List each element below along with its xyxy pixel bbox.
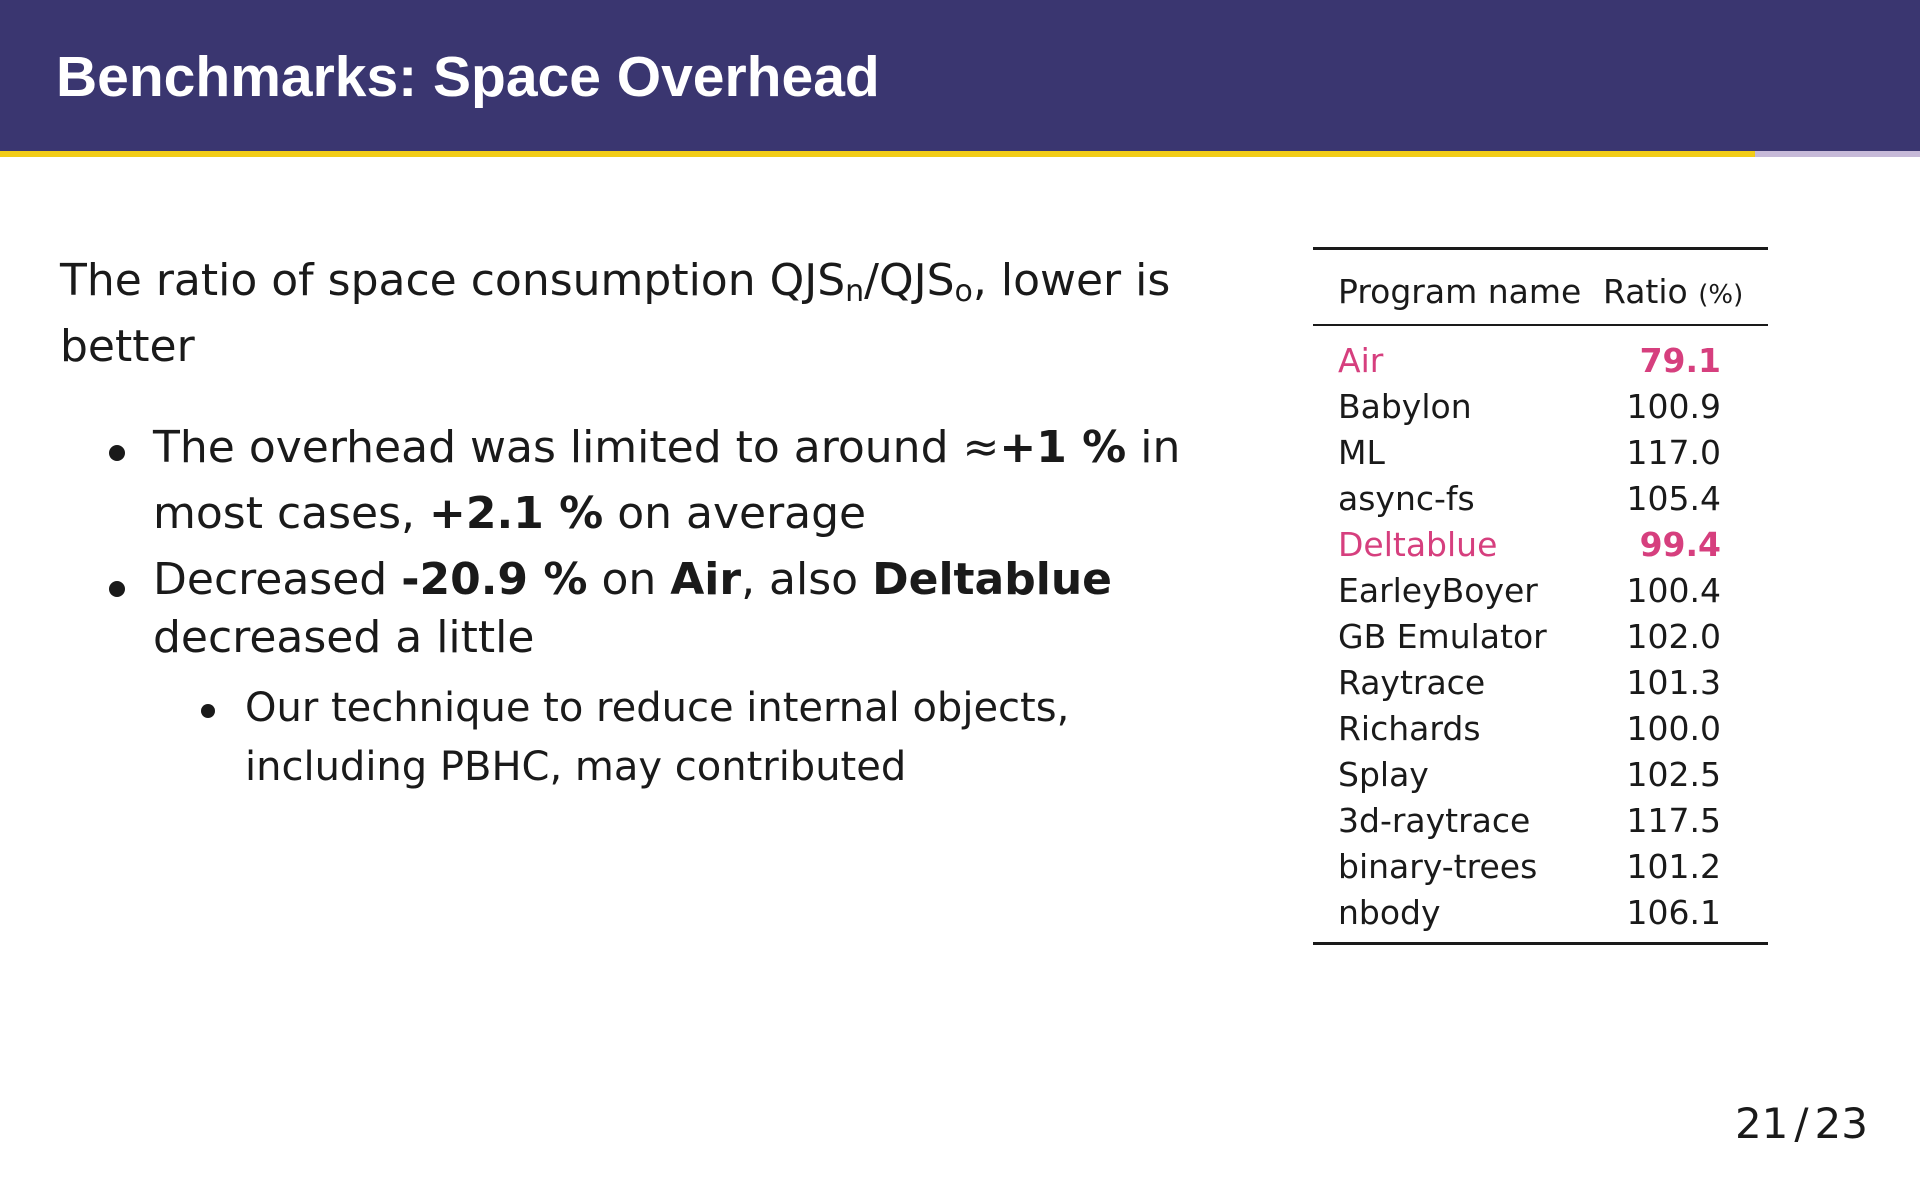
bullet-emphasis: +2.1 % [429, 488, 604, 539]
table-row [1313, 706, 1768, 752]
table-row [1313, 752, 1768, 798]
program-name-cell: Raytrace [1338, 663, 1486, 702]
bullet-text: Decreased [153, 554, 402, 605]
ratio-cell: 100.0 [1626, 709, 1721, 748]
header-ratio-unit: (%) [1698, 280, 1744, 310]
program-name-cell: Babylon [1338, 387, 1472, 426]
accent-bar-tail [1755, 151, 1920, 157]
table-header [1313, 250, 1768, 324]
bullet-emphasis: Deltablue [872, 554, 1112, 605]
program-name-cell: Deltablue [1338, 525, 1498, 564]
table-bottom-rule [1313, 942, 1768, 945]
subscript-o: o [954, 274, 973, 309]
bullet-list [60, 415, 1240, 797]
slide-body [60, 248, 1240, 797]
table-row [1313, 522, 1768, 568]
program-name-cell: Richards [1338, 709, 1481, 748]
program-name-cell: ML [1338, 433, 1385, 472]
bullet-text: on average [603, 488, 867, 539]
program-name-cell: Air [1338, 341, 1384, 380]
bullet-text: in most cases, [153, 422, 1181, 539]
ratio-cell: 117.0 [1626, 433, 1721, 472]
table-row [1313, 476, 1768, 522]
bullet-emphasis: +1 % [999, 422, 1127, 473]
bullet-text: , also [741, 554, 873, 605]
bullet-text: on [587, 554, 671, 605]
program-name-cell: async-fs [1338, 479, 1475, 518]
intro-text-slash: /QJS [864, 255, 955, 306]
header-ratio-label: Ratio [1603, 272, 1688, 311]
sub-bullet-list [153, 679, 1240, 797]
table-row [1313, 844, 1768, 890]
program-name-cell: 3d-raytrace [1338, 801, 1531, 840]
ratio-cell: 99.4 [1639, 525, 1721, 564]
program-name-cell: Splay [1338, 755, 1429, 794]
page-total: 23 [1814, 1099, 1868, 1148]
page-number: 21 / 23 [1734, 1099, 1868, 1148]
table-row [1313, 430, 1768, 476]
sub-bullet-technique: Our technique to reduce internal objects, including PBHC, may contributed [153, 679, 1240, 797]
program-name-cell: GB Emulator [1338, 617, 1547, 656]
table-row [1313, 660, 1768, 706]
bullet-emphasis: -20.9 % [401, 554, 588, 605]
subscript-n: n [845, 274, 865, 309]
table-row [1313, 614, 1768, 660]
ratio-cell: 102.0 [1626, 617, 1721, 656]
intro-text-end: , lower is better [60, 255, 1171, 372]
bullet-decrease [60, 551, 1240, 797]
bullet-text: The overhead was limited to around ≈ [153, 422, 1000, 473]
intro-paragraph [60, 248, 1240, 380]
table-row [1313, 798, 1768, 844]
slide-header [0, 0, 1920, 152]
header-ratio [1603, 272, 1743, 311]
page-current: 21 [1734, 1099, 1789, 1148]
bullet-overhead [60, 415, 1240, 547]
table-row [1313, 568, 1768, 614]
ratio-cell: 106.1 [1626, 893, 1721, 932]
table-body [1313, 326, 1768, 936]
ratio-cell: 101.3 [1626, 663, 1721, 702]
ratio-cell: 100.4 [1626, 571, 1721, 610]
program-name-cell: EarleyBoyer [1338, 571, 1538, 610]
ratio-cell: 101.2 [1626, 847, 1721, 886]
ratio-cell: 117.5 [1626, 801, 1721, 840]
table-row [1313, 338, 1768, 384]
table-row [1313, 890, 1768, 936]
bullet-emphasis: Air [670, 554, 742, 605]
header-program-name: Program name [1338, 272, 1582, 311]
ratio-table [1313, 247, 1768, 945]
ratio-cell: 102.5 [1626, 755, 1721, 794]
ratio-cell: 79.1 [1639, 341, 1721, 380]
program-name-cell: nbody [1338, 893, 1441, 932]
table-row [1313, 384, 1768, 430]
slide-title: Benchmarks: Space Overhead [56, 45, 880, 109]
program-name-cell: binary-trees [1338, 847, 1538, 886]
accent-bar [0, 151, 1755, 157]
ratio-cell: 105.4 [1626, 479, 1721, 518]
intro-text-start: The ratio of space consumption QJS [60, 255, 846, 306]
ratio-cell: 100.9 [1626, 387, 1721, 426]
bullet-text: decreased a little [153, 612, 535, 663]
